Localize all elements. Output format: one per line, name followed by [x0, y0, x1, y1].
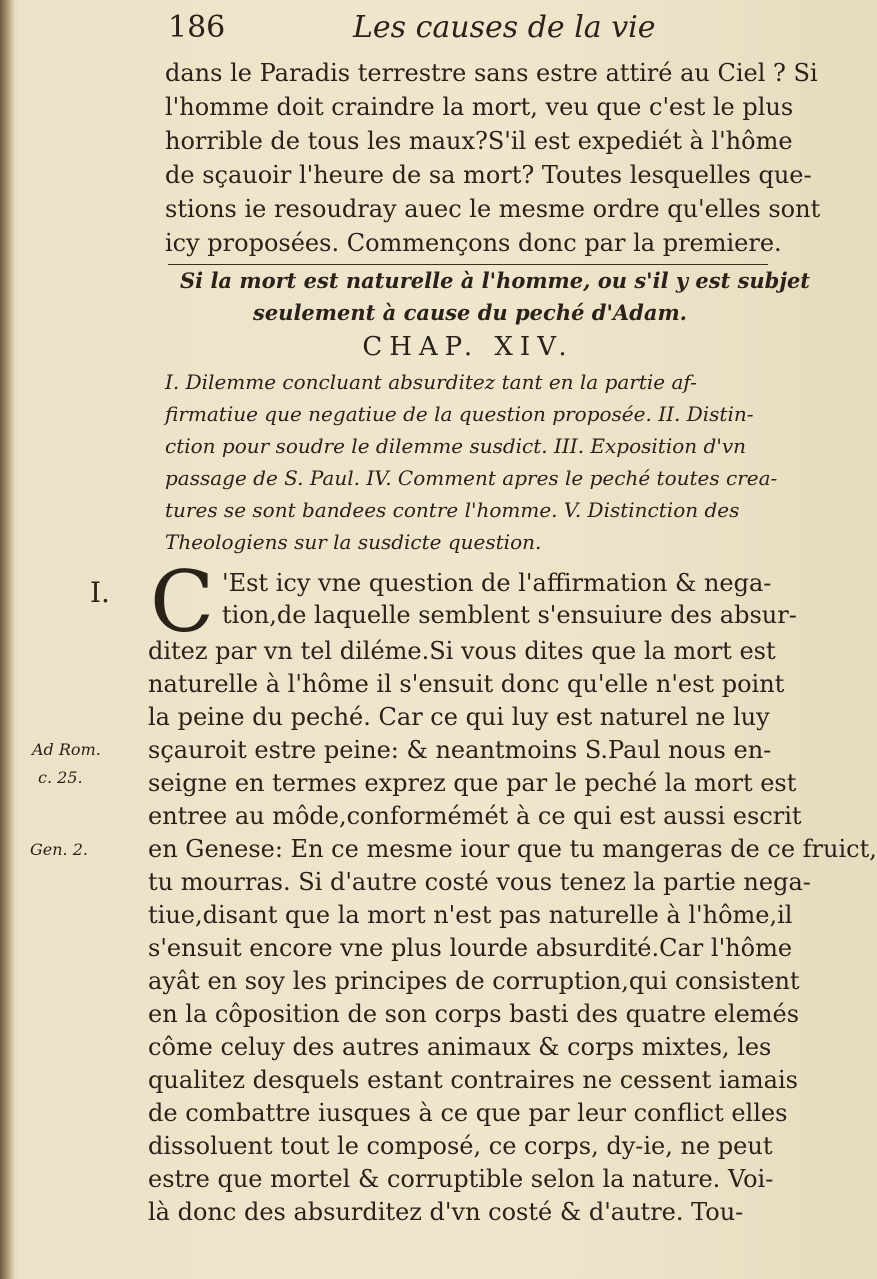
intro-line: stions ie resoudray auec le mesme ordre qu'elles sont	[165, 195, 821, 223]
body-line: dissoluent tout le composé, ce corps, dy-ie, ne peut	[148, 1132, 773, 1160]
body-line: tiue,disant que la mort n'est pas naturelle à l'hôme,il	[148, 901, 793, 929]
margin-note-rom-chapter: c. 25.	[38, 768, 83, 787]
body-line: ayât en soy les principes de corruption,qui consistent	[148, 967, 800, 995]
body-line: tu mourras. Si d'autre costé vous tenez la partie nega-	[148, 868, 811, 896]
intro-line: icy proposées. Commençons donc par la premiere.	[165, 229, 782, 257]
chapter-title-line: Si la mort est naturelle à l'homme, ou s'il y est subjet	[180, 268, 811, 293]
body-line: seigne en termes exprez que par le peché la mort est	[148, 769, 797, 797]
title-rule	[168, 264, 768, 265]
body-line: de combattre iusques à ce que par leur conflict elles	[148, 1099, 788, 1127]
body-line: qualitez desquels estant contraires ne cessent iamais	[148, 1066, 798, 1094]
body-line: ditez par vn tel diléme.Si vous dites que la mort est	[148, 637, 776, 665]
intro-line: l'homme doit craindre la mort, veu que c'est le plus	[165, 93, 794, 121]
summary-line: tures se sont bandees contre l'homme. V. Distinction des	[165, 498, 740, 522]
chapter-heading: CHAP. XIV.	[362, 332, 574, 362]
margin-note-rom: Ad Rom.	[32, 740, 101, 759]
summary-line: passage de S. Paul. IV. Comment apres le peché toutes crea-	[165, 466, 778, 490]
intro-line: dans le Paradis terrestre sans estre attiré au Ciel ? Si	[165, 59, 818, 87]
summary-line: firmatiue que negatiue de la question proposée. II. Distin-	[165, 402, 754, 426]
body-line: sçauroit estre peine: & neantmoins S.Paul nous en-	[148, 736, 772, 764]
body-line: 'Est icy vne question de l'affirmation & nega-	[222, 569, 772, 597]
margin-note-gen: Gen. 2.	[30, 840, 88, 859]
summary-line: ction pour soudre le dilemme susdict. III. Exposition d'vn	[165, 434, 746, 458]
page-number: 186	[168, 10, 226, 45]
body-line: en Genese: En ce mesme iour que tu mangeras de ce fruict,	[148, 835, 877, 863]
body-line: tion,de laquelle semblent s'ensuiure des absur-	[222, 601, 797, 629]
body-line: s'ensuit encore vne plus lourde absurdité.Car l'hôme	[148, 934, 793, 962]
body-line: naturelle à l'hôme il s'ensuit donc qu'elle n'est point	[148, 670, 785, 698]
body-line: côme celuy des autres animaux & corps mixtes, les	[148, 1033, 772, 1061]
chapter-title-line: seulement à cause du peché d'Adam.	[253, 300, 687, 325]
running-header	[168, 8, 768, 48]
intro-line: de sçauoir l'heure de sa mort? Toutes lesquelles que-	[165, 161, 812, 189]
summary-line: I. Dilemme concluant absurditez tant en la partie af-	[165, 370, 697, 394]
page-gutter	[0, 0, 14, 1279]
intro-line: horrible de tous les maux?S'il est expediét à l'hôme	[165, 127, 793, 155]
drop-cap: C	[150, 553, 215, 651]
section-number: I.	[90, 576, 110, 609]
summary-line: Theologiens sur la susdicte question.	[165, 530, 542, 554]
body-line: là donc des absurditez d'vn costé & d'autre. Tou-	[148, 1198, 744, 1226]
running-title: Les causes de la vie	[353, 10, 656, 45]
body-line: entree au môde,conformémét à ce qui est aussi escrit	[148, 802, 802, 830]
body-line: en la côposition de son corps basti des quatre elemés	[148, 1000, 800, 1028]
body-line: la peine du peché. Car ce qui luy est naturel ne luy	[148, 703, 770, 731]
body-line: estre que mortel & corruptible selon la nature. Voi-	[148, 1165, 774, 1193]
